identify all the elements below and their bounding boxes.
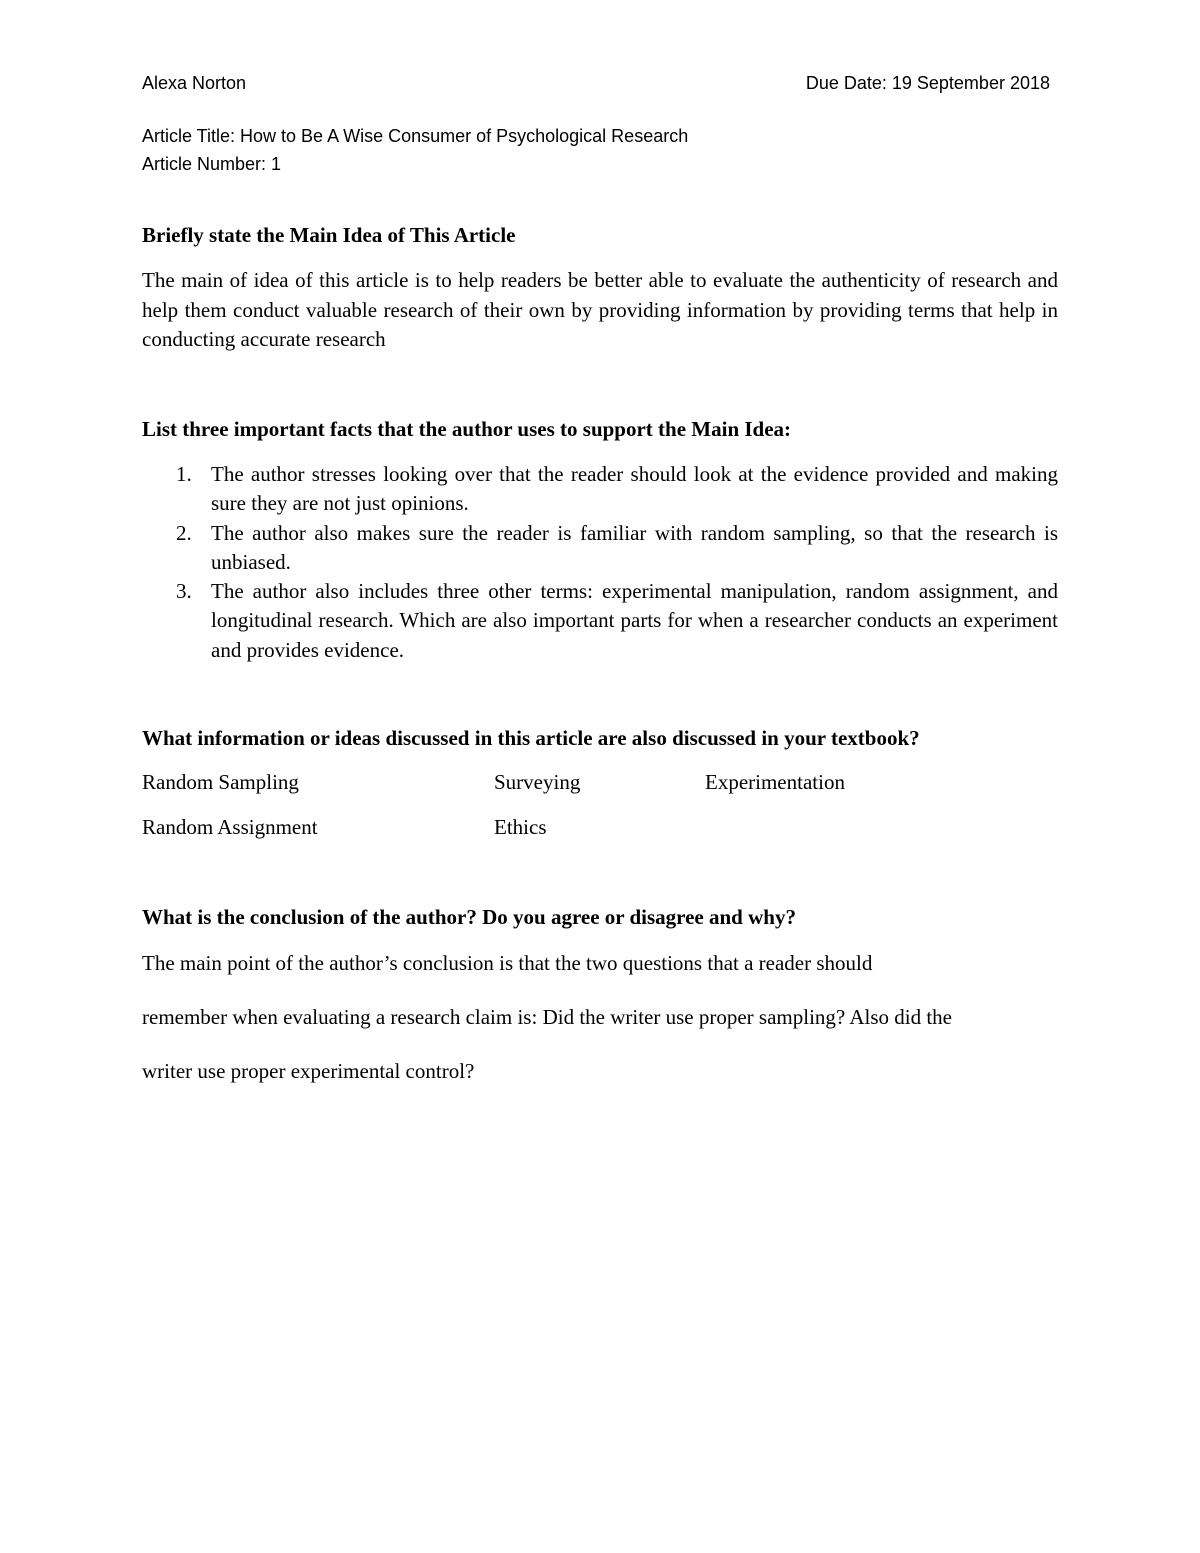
topic-item: Ethics	[494, 815, 547, 839]
article-title: Article Title: How to Be A Wise Consumer of Psychological Research	[142, 126, 689, 146]
list-item	[142, 519, 1058, 578]
article-number: Article Number: 1	[142, 154, 282, 174]
facts-heading: List three important facts that the author uses to support the Main Idea:	[142, 417, 792, 441]
topic-item: Random Assignment	[142, 815, 318, 839]
list-item-text: The author stresses looking over that the reader should look at the evidence provided and making sure they are not just opinions.	[211, 462, 1058, 516]
conclusion-heading: What is the conclusion of the author? Do you agree or disagree and why?	[142, 905, 796, 929]
conclusion-line: remember when evaluating a research claim is: Did the writer use proper sampling? Also did the	[142, 1005, 952, 1029]
topic-item: Surveying	[494, 770, 581, 794]
due-date: Due Date: 19 September 2018	[805, 73, 1050, 93]
list-item	[142, 577, 1058, 665]
list-item	[142, 460, 1058, 519]
facts-list	[142, 460, 1058, 665]
topic-item: Random Sampling	[142, 770, 299, 794]
conclusion-line: The main point of the author’s conclusion is that the two questions that a reader should	[142, 951, 873, 975]
main-idea-heading: Briefly state the Main Idea of This Article	[142, 223, 516, 247]
list-item-number: 1.	[176, 462, 192, 486]
textbook-heading: What information or ideas discussed in this article are also discussed in your textbook?	[142, 726, 920, 750]
list-item-number: 2.	[176, 520, 192, 545]
list-item-text: The author also includes three other terms: experimental manipulation, random assignment, and longitudinal research. Which are also important parts for when a researcher conducts an experiment and provides evidence.	[211, 579, 1058, 662]
topic-item: Experimentation	[705, 770, 845, 794]
list-item-number: 3.	[176, 579, 192, 604]
list-item-text: The author also makes sure the reader is familiar with random sampling, so that the research is unbiased.	[211, 520, 1058, 574]
student-name: Alexa Norton	[142, 73, 247, 93]
main-idea-paragraph: The main of idea of this article is to help readers be better able to evaluate the authenticity of research and help them conduct valuable research of their own by providing information by providing terms that help in conducting accurate research	[142, 268, 1058, 351]
conclusion-line: writer use proper experimental control?	[142, 1059, 475, 1083]
